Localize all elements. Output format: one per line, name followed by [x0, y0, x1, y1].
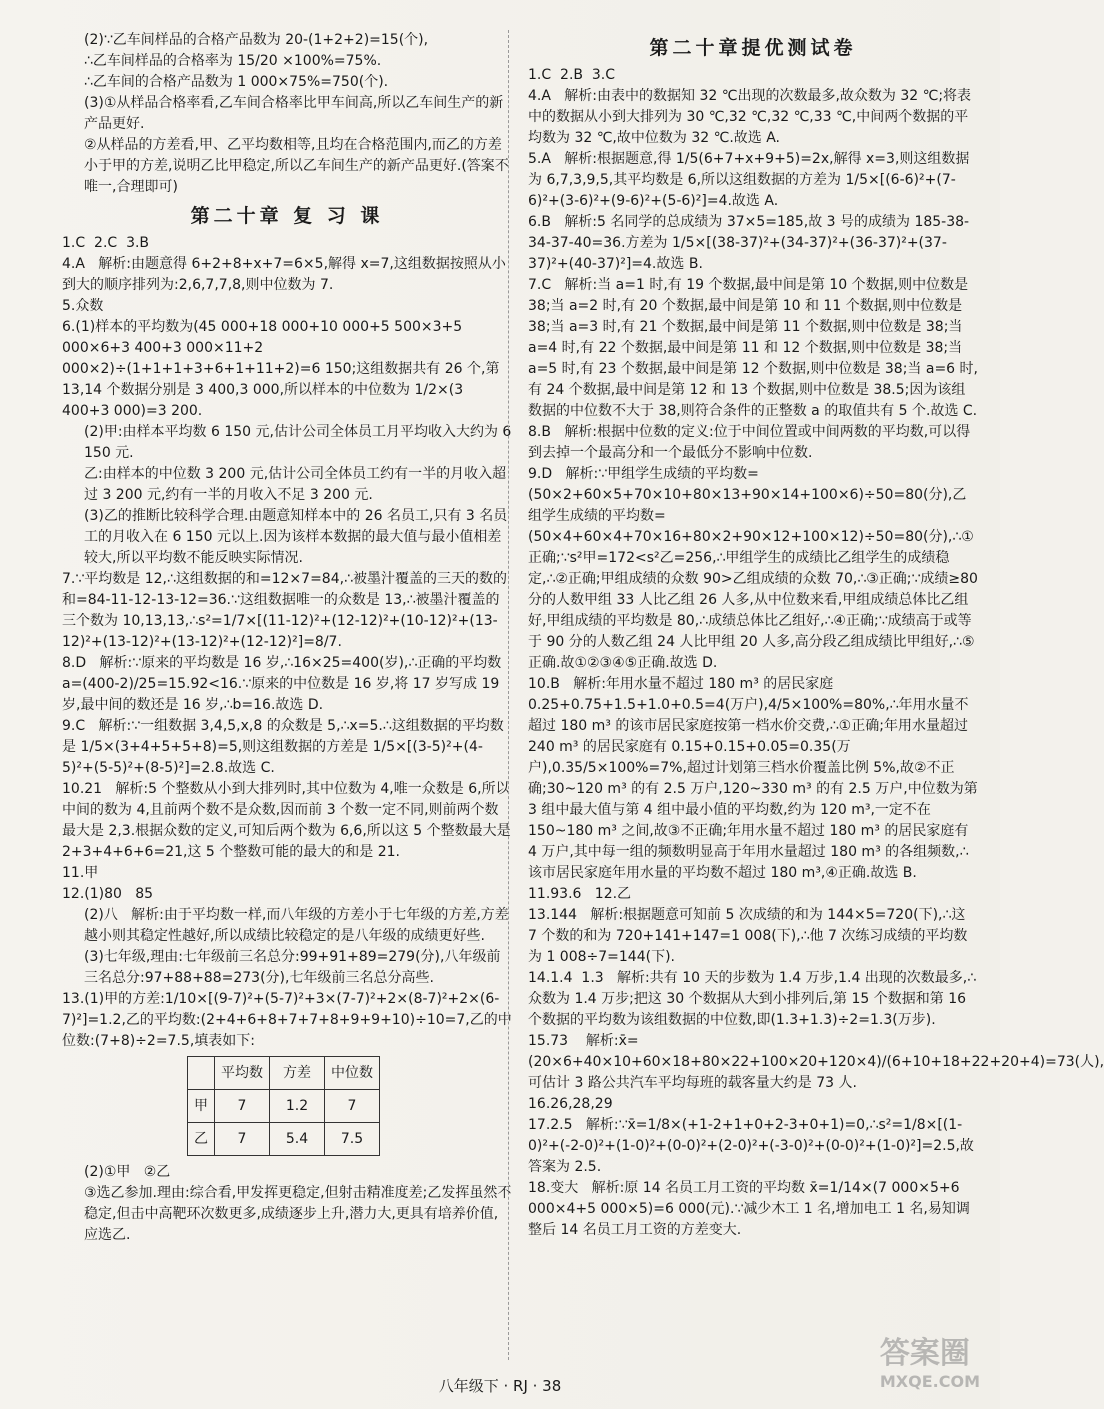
table-header-cell: 中位数: [325, 1057, 380, 1090]
answer-item: 12.(1)80 85: [62, 886, 154, 902]
table-header-row: [188, 1057, 380, 1090]
watermark-sub: MXQE.COM: [879, 1372, 980, 1391]
table-cell: 5.4: [270, 1123, 325, 1156]
table-cell: 乙: [188, 1123, 215, 1156]
answer-item: (2)①甲 ②乙: [84, 1164, 171, 1180]
answer-item: 17.2.5 解析:∵x̄=1/8×(+1-2+1+0+2-3+0+1)=0,∴s²=1/8×[(1-0)²+(-2-0)²+(1-0)²+(0-0)²+(2-0)²+(-3-0)²+(0-0)²+(1-0)²]=2.5,故答案为 2.5.: [528, 1117, 974, 1175]
table-cell: 7: [215, 1090, 270, 1123]
answer-item: 1.C 2.C 3.B: [62, 235, 150, 251]
answer-item: 4.A 解析:由题意得 6+2+8+x+7=6×5,解得 x=7,这组数据按照从小到大的顺序排列为:2,6,7,7,8,则中位数为 7.: [62, 256, 506, 293]
watermark-logo: [880, 1328, 980, 1391]
section-title: 第二十章 复 习 课: [190, 205, 384, 227]
answer-item: 14.1.4 1.3 解析:共有 10 天的步数为 1.4 万步,1.4 出现的次数最多,∴众数为 1.4 万步;把这 30 个数据从大到小排列后,第 15 个数据和第 16 个数据的平均数为该组数据的中位数,即(1.3+1.3)÷2=1.3(万步).: [528, 970, 977, 1028]
answer-item: 乙:由样本的中位数 3 200 元,估计公司全体员工约有一半的月收入超过 3 200 元,约有一半的月收入不足 3 200 元.: [84, 466, 507, 503]
text-line: (3)①从样品合格率看,乙车间合格率比甲车间高,所以乙车间生产的新产品更好.: [84, 95, 504, 132]
answer-item: 11.93.6 12.乙: [528, 886, 632, 902]
answer-item: 15.73 解析:x̄=(20×6+40×10+60×18+80×22+100×20+120×4)/(6+10+18+22+20+4)=73(人),可估计 3 路公共汽车平均每班的载客量大约是 73 人.: [528, 1033, 1104, 1091]
answer-item: 7.∵平均数是 12,∴这组数据的和=12×7=84,∴被墨汁覆盖的三天的数的和=84-11-12-13-12=36.∵这组数据唯一的众数是 13,∴被墨汁覆盖的三个数为 10,13,13,∴s²=1/7×[(11-12)²+(12-12)²+(10-12)²+(13-12)²+(13-12)²+(13-12)²+(12-12)²]=8/7.: [62, 571, 507, 650]
answer-item: 9.C 解析:∵一组数据 3,4,5,x,8 的众数是 5,∴x=5.∴这组数据的平均数是 1/5×(3+4+5+5+8)=5,则这组数据的方差是 1/5×[(3-5)²+(4-5)²+(5-5)²+(8-5)²]=2.8.故选 C.: [62, 718, 504, 776]
answer-item: 4.A 解析:由表中的数据知 32 ℃出现的次数最多,故众数为 32 ℃;将表中的数据从小到大排列为 30 ℃,32 ℃,32 ℃,33 ℃,中间两个数据的平均数为 32 ℃,故中位数为 32 ℃.故选 A.: [528, 88, 972, 146]
answer-item: 16.26,28,29: [528, 1096, 613, 1112]
text-line: ②从样品的方差看,甲、乙平均数相等,且均在合格范围内,而乙的方差小于甲的方差,说明乙比甲稳定,所以乙车间生产的新产品更好.(答案不唯一,合理即可): [84, 137, 509, 195]
watermark-main: 答案圈: [879, 1336, 970, 1371]
table-cell: 7: [325, 1090, 380, 1123]
table-cell: 7.5: [325, 1123, 380, 1156]
answer-item: 6.(1)样本的平均数为(45 000+18 000+10 000+5 500×3+5 000×6+3 400+3 000×11+2 000×2)÷(1+1+1+3+6+1+11+2)=6 150;这组数据共有 26 个,第 13,14 个数据分别是 3 400,3 000,所以样本的中位数为 1/2×(3 400+3 000)=3 200.: [62, 319, 504, 419]
stats-table: [187, 1056, 380, 1156]
answer-item: 18.变大 解析:原 14 名员工月工资的平均数 x̄=1/14×(7 000×5+6 000×4+5 000×5)=6 000(元).∵减少木工 1 名,增加电工 1 名,易知调整后 14 名员工月工资的方差变大.: [528, 1180, 970, 1238]
section-title: 第二十章提优测试卷: [649, 37, 857, 59]
answer-item: (3)乙的推断比较科学合理.由题意知样本中的 26 名员工,只有 3 名员工的月收入在 6 150 元以上.因为该样本数据的最大值与最小值相差较大,所以平均数不能反映实际情况.: [84, 508, 508, 566]
table-cell: 甲: [188, 1090, 215, 1123]
text-line: ∴乙车间样品的合格率为 15/20 ×100%=75%.: [84, 53, 382, 69]
page-footer: 八年级下 · RJ · 38: [438, 1377, 562, 1395]
table-row: [188, 1123, 380, 1156]
answer-item: 5.A 解析:根据题意,得 1/5(6+7+x+9+5)=2x,解得 x=3,则这组数据为 6,7,3,9,5,其平均数是 6,所以这组数据的方差为 1/5×[(6-6)²+(7-6)²+(3-6)²+(9-6)²+(5-6)²]=4.故选 A.: [528, 151, 970, 209]
answer-item: 6.B 解析:5 名同学的总成绩为 37×5=185,故 3 号的成绩为 185-38-34-37-40=36.方差为 1/5×[(38-37)²+(34-37)²+(36-37)²+(37-37)²+(40-37)²]=4.故选 B.: [528, 214, 970, 272]
answer-item: 10.B 解析:年用水量不超过 180 m³ 的居民家庭 0.25+0.75+1.5+1.0+0.5=4(万户),4/5×100%=80%,∴年用水量不超过 180 m³ 的该市居民家庭按第一档水价交费,∴①正确;年用水量超过 240 m³ 的居民家庭有 0.15+0.15+0.05=0.35(万户),0.35/5×100%=7%,超过计划第三档水价覆盖比例 5%,故②不正确;30~120 m³ 的有 2.5 万户,120~330 m³ 的有 2.5 万户,中位数为第 3 组中最大值与第 4 组中最小值的平均数,约为 120 m³,一定不在 150~180 m³ 之间,故③不正确;年用水量不超过 180 m³ 的居民家庭有 4 万户,其中每一组的频数明显高于年用水量超过 180 m³ 的各组频数,∴该市居民家庭年用水量的平均数不超过 180 m³,④正确.故选 B.: [528, 676, 983, 881]
answer-item: 13.(1)甲的方差:1/10×[(9-7)²+(5-7)²+3×(7-7)²+2×(8-7)²+2×(6-7)²]=1.2,乙的平均数:(2+4+6+8+7+7+8+9+9+10)÷10=7,乙的中位数:(7+8)÷2=7.5,填表如下:: [62, 991, 512, 1049]
table-header-cell: 平均数: [215, 1057, 270, 1090]
answer-item: 11.甲: [62, 865, 99, 881]
answer-item: 7.C 解析:当 a=1 时,有 19 个数据,最中间是第 10 个数据,则中位数是 38;当 a=2 时,有 20 个数据,最中间是第 10 和 11 个数据,则中位数是 38;当 a=3 时,有 21 个数据,最中间是第 11 个数据,则中位数是 38;当 a=4 时,有 22 个数据,最中间是第 11 和 12 个数据,则中位数是 38;当 a=5 时,有 23 个数据,最中间是第 12 个数据,则中位数是 38;当 a=6 时,有 24 个数据,最中间是第 12 和 13 个数据,则中位数是 38.5;因为该组数据的中位数不大于 38,则符合条件的正整数 a 的取值共有 5 个.故选 C.: [528, 277, 978, 419]
answer-item: 13.144 解析:根据题意可知前 5 次成绩的和为 144×5=720(下),∴这 7 个数的和为 720+141+147=1 008(下),∴他 7 次练习成绩的平均数为 1 008÷7=144(下).: [528, 907, 970, 965]
table-header-cell: 方差: [270, 1057, 325, 1090]
answer-item: 8.B 解析:根据中位数的定义:位于中间位置或中间两数的平均数,可以得到去掉一个最高分和一个最低分不影响中位数.: [528, 424, 971, 461]
answer-item: (3)七年级,理由:七年级前三名总分:99+91+89=279(分),八年级前三名总分:97+88+88=273(分),七年级前三名总分高些.: [84, 949, 501, 986]
answer-item: (2)八 解析:由于平均数一样,而八年级的方差小于七年级的方差,方差越小则其稳定性越好,所以成绩比较稳定的是八年级的成绩更好些.: [84, 907, 509, 944]
answer-item: 5.众数: [62, 298, 104, 314]
table-cell: 7: [215, 1123, 270, 1156]
table-header-cell: [188, 1057, 215, 1090]
answer-item: 1.C 2.B 3.C: [528, 67, 616, 83]
answer-item: 10.21 解析:5 个整数从小到大排列时,其中位数为 4,唯一众数是 6,所以中间的数为 4,且前两个数不是众数,因而前 3 个数一定不同,则前两个数最大是 2,3.根据众数的定义,可知后两个数为 6,6,所以这 5 个整数最大是 2+3+4+6+6=21,这 5 个整数可能的最大的和是 21.: [62, 781, 516, 860]
table-row: [188, 1090, 380, 1123]
column-divider: [508, 30, 509, 1360]
answer-item: (2)甲:由样本平均数 6 150 元,估计公司全体员工月平均收入大约为 6 150 元.: [84, 424, 516, 461]
left-column: [62, 30, 516, 1246]
answer-item: ③选乙参加.理由:综合看,甲发挥更稳定,但射击精准度差;乙发挥虽然不稳定,但击中高靶环次数更多,成绩逐步上升,潜力大,更具有培养价值,应选乙.: [84, 1185, 512, 1243]
answer-item: 8.D 解析:∵原来的平均数是 16 岁,∴16×25=400(岁),∴正确的平均数 a=(400-2)/25=15.92<16.∵原来的中位数是 16 岁,将 17 岁写成 19 岁,最中间的数还是 16 岁,∴b=16.故选 D.: [62, 655, 506, 713]
text-line: (2)∵乙车间样品的合格产品数为 20-(1+2+2)=15(个),: [84, 32, 429, 48]
text-line: ∴乙车间的合格产品数为 1 000×75%=750(个).: [84, 74, 389, 90]
right-column: [528, 30, 1104, 1241]
answer-item: 9.D 解析:∵甲组学生成绩的平均数=(50×2+60×5+70×10+80×13+90×14+100×6)÷50=80(分),乙组学生成绩的平均数=(50×4+60×4+70×16+80×2+90×12+100×12)÷50=80(分),∴①正确;∵s²甲=172<s²乙=256,∴甲组学生的成绩比乙组学生的成绩稳定,∴②正确;甲组成绩的众数 90>乙组成绩的众数 70,∴③正确;∵成绩≥80 分的人数甲组 33 人比乙组 26 人多,从中位数来看,甲组成绩总体比乙组好,甲组成绩的平均数是 80,∴成绩总体比乙组好,∴④正确;∵成绩高于或等于 90 分的人数乙组 24 人比甲组 20 人多,高分段乙组成绩比甲组好,∴⑤正确.故①②③④⑤正确.故选 D.: [528, 466, 983, 671]
table-cell: 1.2: [270, 1090, 325, 1123]
